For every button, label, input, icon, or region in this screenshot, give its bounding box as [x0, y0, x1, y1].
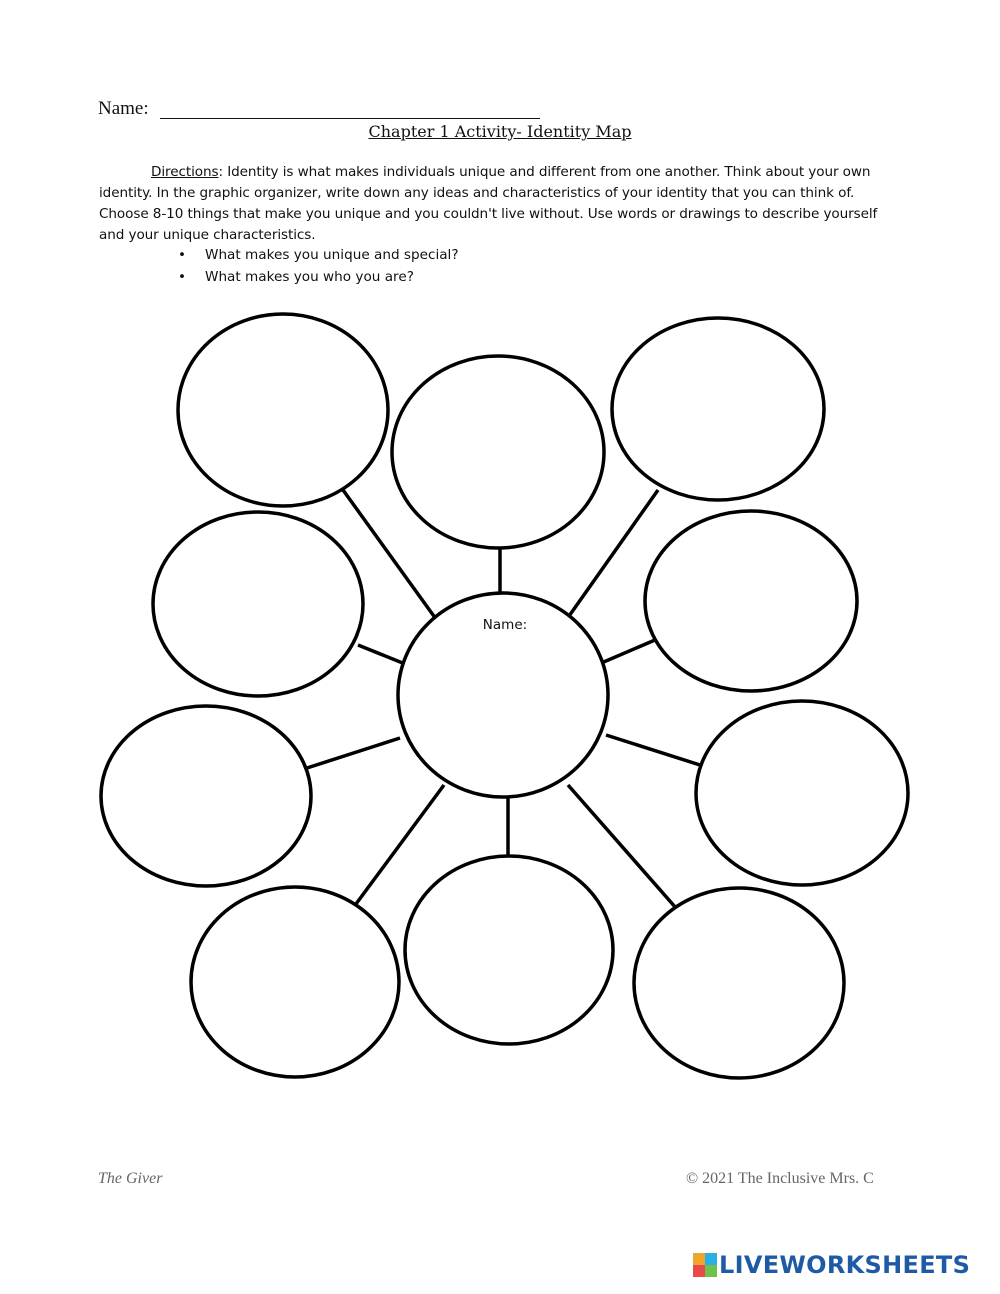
identity-circle[interactable]: [101, 706, 311, 886]
directions-text: : Identity is what makes individuals unique and different from one another. Think about your own identity. In the graphic organizer, write down any ideas and characteristics of your identity that you can think of. Choose 8-10 things that make you unique and you couldn't live without. Use words or drawings to describe yourself and your unique characteristics.: [99, 164, 878, 243]
liveworksheets-wordmark: LIVEWORKSHEETS: [719, 1251, 971, 1279]
identity-circle[interactable]: [696, 701, 908, 885]
identity-circle[interactable]: [153, 512, 363, 696]
identity-circle[interactable]: [634, 888, 844, 1078]
list-item: • What makes you who you are?: [178, 266, 459, 288]
footer-copyright: © 2021 The Inclusive Mrs. C: [686, 1170, 874, 1187]
identity-circle[interactable]: [612, 318, 824, 500]
footer-book-title: The Giver: [98, 1170, 163, 1187]
identity-circle[interactable]: [645, 511, 857, 691]
list-item: • What makes you unique and special?: [178, 244, 459, 266]
liveworksheets-icon: [693, 1253, 717, 1277]
identity-circle[interactable]: [178, 314, 388, 506]
identity-circle[interactable]: [392, 356, 604, 548]
liveworksheets-logo: [693, 1253, 970, 1277]
identity-circle[interactable]: [405, 856, 613, 1044]
connector-line: [307, 738, 400, 768]
directions-label: Directions: [151, 164, 219, 180]
center-name-label: Name:: [482, 617, 528, 633]
page-title: Chapter 1 Activity- Identity Map: [368, 122, 632, 141]
name-label: Name:: [98, 98, 149, 119]
connector-line: [599, 640, 655, 664]
identity-circle[interactable]: [191, 887, 399, 1077]
connector-line: [606, 735, 700, 765]
